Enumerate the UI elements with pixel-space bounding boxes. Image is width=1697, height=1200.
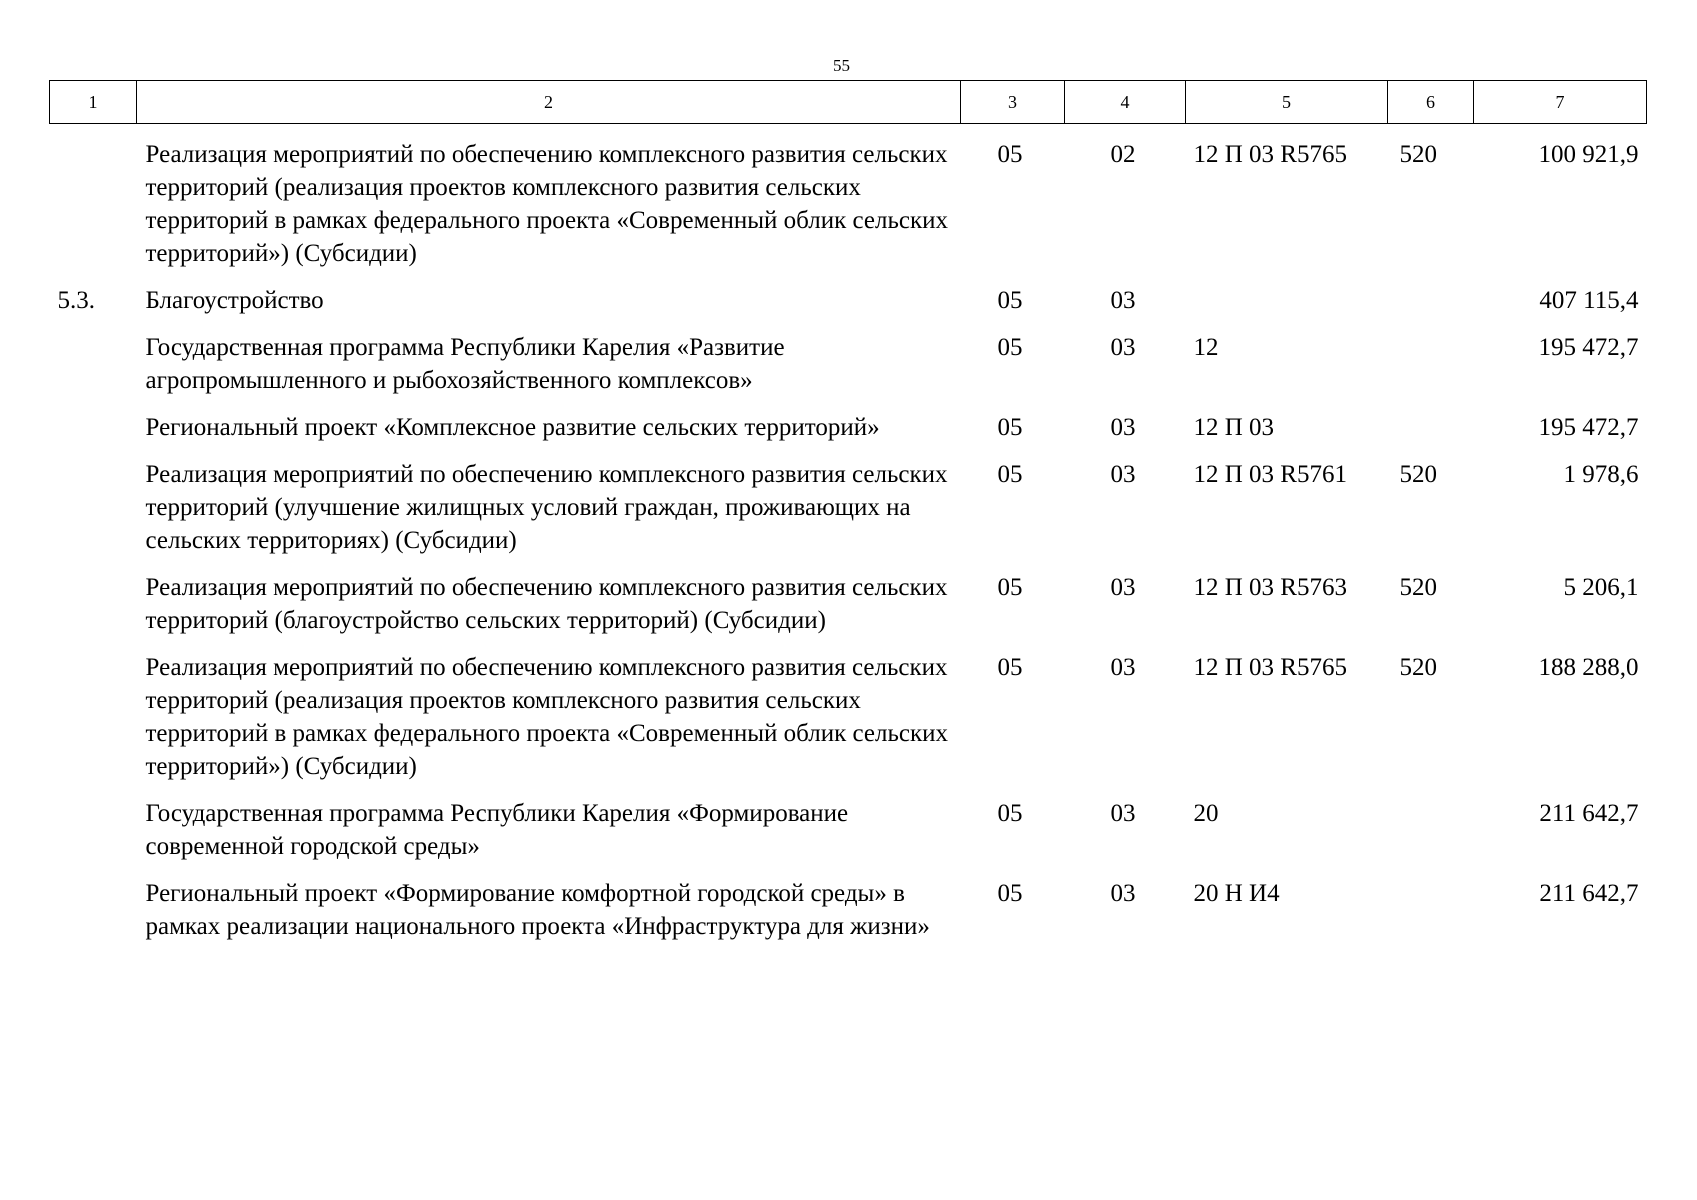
table-row xyxy=(50,637,1647,783)
row-amount: 195 472,7 xyxy=(1538,334,1639,361)
row-amount: 211 642,7 xyxy=(1539,800,1639,827)
row-expense-type xyxy=(1388,863,1474,943)
row-expense-type xyxy=(1388,397,1474,444)
row-target-article: 12 П 03 R5765 xyxy=(1193,654,1347,681)
row-subsection: 03 xyxy=(1110,880,1136,907)
table-row xyxy=(50,557,1647,637)
row-number xyxy=(50,124,137,271)
row-name: Региональный проект «Формирование комфортной городской среды» в рамках реализации национального проекта «Инфраструктура для жизни» xyxy=(145,880,930,940)
row-target-article: 20 Н И4 xyxy=(1193,880,1280,907)
row-name: Реализация мероприятий по обеспечению комплексного развития сельских территорий (благоустройство сельских территорий) (Субсидии) xyxy=(145,574,948,634)
row-expense-type: 520 xyxy=(1399,574,1437,601)
row-subsection: 03 xyxy=(1110,414,1136,441)
row-target-article: 12 xyxy=(1193,334,1219,361)
row-subsection: 03 xyxy=(1110,334,1136,361)
row-section: 05 xyxy=(997,334,1023,361)
row-name: Государственная программа Республики Карелия «Развитие агропромышленного и рыбохозяйственного комплексов» xyxy=(145,334,785,394)
row-section: 05 xyxy=(997,574,1023,601)
row-section: 05 xyxy=(997,880,1023,907)
page-number xyxy=(0,56,1697,76)
row-subsection: 03 xyxy=(1110,461,1136,488)
row-name: Государственная программа Республики Карелия «Формирование современной городской среды» xyxy=(145,800,849,860)
column-header-3: 3 xyxy=(961,81,1065,124)
row-subsection: 02 xyxy=(1110,141,1136,168)
row-name: Реализация мероприятий по обеспечению комплексного развития сельских территорий (реализация проектов комплексного развития сельских территорий в рамках федерального проекта «Современный облик сельских территорий») (Субсидии) xyxy=(145,654,949,780)
row-section: 05 xyxy=(997,461,1023,488)
row-name: Реализация мероприятий по обеспечению комплексного развития сельских территорий (улучшение жилищных условий граждан, проживающих на сельских территориях) (Субсидии) xyxy=(145,461,948,554)
row-section: 05 xyxy=(997,654,1023,681)
row-amount: 195 472,7 xyxy=(1538,414,1639,441)
row-target-article: 12 П 03 R5765 xyxy=(1193,141,1347,168)
row-amount: 188 288,0 xyxy=(1538,654,1639,681)
row-number xyxy=(50,557,137,637)
row-expense-type: 520 xyxy=(1399,654,1437,681)
row-target-article xyxy=(1186,270,1388,317)
row-subsection: 03 xyxy=(1110,574,1136,601)
column-header-7: 7 xyxy=(1474,81,1647,124)
row-section: 05 xyxy=(997,414,1023,441)
row-amount: 211 642,7 xyxy=(1539,880,1639,907)
row-subsection: 03 xyxy=(1110,654,1136,681)
column-header-4: 4 xyxy=(1065,81,1186,124)
row-expense-type xyxy=(1388,317,1474,397)
row-section: 05 xyxy=(997,800,1023,827)
row-expense-type: 520 xyxy=(1399,141,1437,168)
table-row xyxy=(50,783,1647,863)
budget-table xyxy=(49,80,1647,943)
column-header-6: 6 xyxy=(1388,81,1474,124)
table-row xyxy=(50,397,1647,444)
row-target-article: 12 П 03 R5763 xyxy=(1193,574,1347,601)
page-number-text: 55 xyxy=(833,56,850,75)
row-amount: 1 978,6 xyxy=(1563,461,1639,488)
row-number: 5.3. xyxy=(57,287,95,314)
table-row xyxy=(50,317,1647,397)
row-target-article: 20 xyxy=(1193,800,1219,827)
row-section: 05 xyxy=(997,141,1023,168)
row-amount: 100 921,9 xyxy=(1538,141,1639,168)
row-number xyxy=(50,783,137,863)
row-expense-type xyxy=(1388,783,1474,863)
row-number xyxy=(50,863,137,943)
row-expense-type xyxy=(1388,270,1474,317)
row-number xyxy=(50,637,137,783)
table-row xyxy=(50,863,1647,943)
row-number xyxy=(50,317,137,397)
row-number xyxy=(50,444,137,557)
row-name: Благоустройство xyxy=(145,287,324,314)
row-amount: 407 115,4 xyxy=(1539,287,1639,314)
row-expense-type: 520 xyxy=(1399,461,1437,488)
row-subsection: 03 xyxy=(1110,800,1136,827)
row-target-article: 12 П 03 xyxy=(1193,414,1275,441)
table-header-row xyxy=(50,81,1647,124)
table-row xyxy=(50,444,1647,557)
column-header-5: 5 xyxy=(1186,81,1388,124)
row-name: Региональный проект «Комплексное развитие сельских территорий» xyxy=(145,414,880,441)
table-row xyxy=(50,270,1647,317)
row-section: 05 xyxy=(997,287,1023,314)
table-row xyxy=(50,124,1647,271)
row-amount: 5 206,1 xyxy=(1563,574,1639,601)
row-name: Реализация мероприятий по обеспечению комплексного развития сельских территорий (реализация проектов комплексного развития сельских территорий в рамках федерального проекта «Современный облик сельских территорий») (Субсидии) xyxy=(145,141,949,267)
row-target-article: 12 П 03 R5761 xyxy=(1193,461,1347,488)
row-number xyxy=(50,397,137,444)
column-header-1: 1 xyxy=(50,81,137,124)
column-header-2: 2 xyxy=(137,81,961,124)
row-subsection: 03 xyxy=(1110,287,1136,314)
